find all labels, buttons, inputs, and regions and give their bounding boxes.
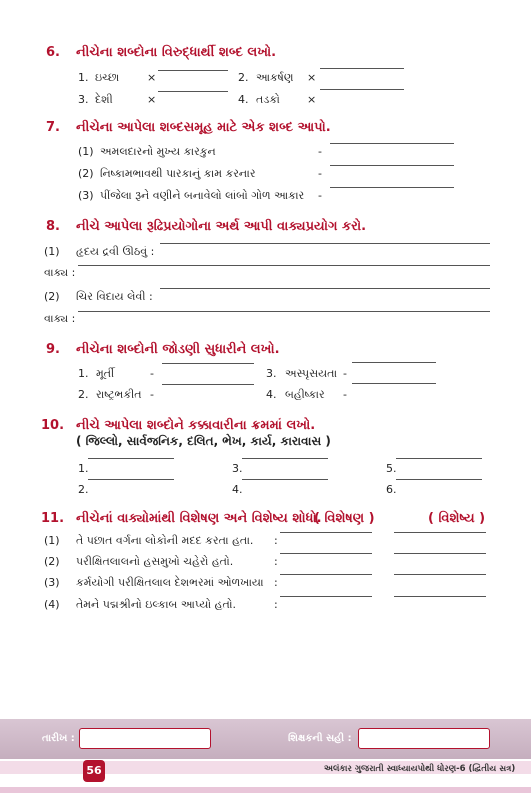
q6-item-word: તડકો (256, 93, 280, 106)
q7-dash: - (318, 167, 322, 180)
q8-item-text: ચિર વિદાય લેવી : (76, 290, 153, 303)
q7-item-num: (3) (78, 189, 94, 202)
q11-item-text: કર્મયોગી પરીક્ષિતલાલ દેશભરમાં ઓળખાયા (76, 576, 264, 589)
q11-number: 11. (41, 511, 65, 526)
q10-word-list: ( જિલ્લો, સાર્વજનિક, દલિત, ભેખ, કાર્ય, કારાવાસ ) (76, 434, 331, 448)
answer-line[interactable] (78, 311, 490, 312)
answer-line[interactable] (396, 458, 482, 459)
q10-slot-num: 5. (386, 462, 397, 475)
q11-column-visheshan: ( વિશેષણ ) (314, 511, 375, 526)
q6-cross: × (307, 71, 317, 84)
q7-item-text: નિષ્કામભાવથી પારકાનું કામ કરનાર (100, 167, 256, 180)
answer-line[interactable] (160, 288, 490, 289)
q8-vakya-label: વાક્ય : (44, 266, 76, 279)
q6-item-num: 4. (238, 93, 249, 106)
q9-dash: - (150, 388, 154, 401)
q6-title: નીચેના શબ્દોના વિરુદ્ધાર્થી શબ્દ લખો. (76, 45, 277, 60)
q10-slot-num: 4. (232, 483, 243, 496)
q10-slot-num: 1. (78, 462, 89, 475)
q8-item-num: (1) (44, 245, 60, 258)
answer-line[interactable] (330, 165, 454, 166)
q7-number: 7. (46, 120, 60, 135)
q8-number: 8. (46, 219, 60, 234)
answer-line[interactable] (162, 384, 254, 385)
q7-item-num: (2) (78, 167, 94, 180)
answer-line[interactable] (280, 596, 372, 597)
teacher-sign-field[interactable] (358, 728, 490, 749)
q7-item-text: પીંજેલા રૂને વણીને બનાવેલો લાંબો ગોળ આકાર (100, 189, 305, 202)
answer-line[interactable] (394, 532, 486, 533)
date-field[interactable] (79, 728, 211, 749)
q11-item-num: (2) (44, 555, 60, 568)
answer-line[interactable] (158, 91, 228, 92)
answer-line[interactable] (352, 383, 436, 384)
q6-item-num: 1. (78, 71, 89, 84)
q9-item-word: અસ્પૃસયતા (285, 367, 338, 380)
q6-cross: × (147, 93, 157, 106)
answer-line[interactable] (242, 479, 328, 480)
q9-title: નીચેના શબ્દોની જોડણી સુધારીને લખો. (76, 342, 280, 357)
q8-item-text: હૃદય દ્રવી ઊઠવું : (76, 245, 155, 258)
q6-number: 6. (46, 45, 60, 60)
answer-line[interactable] (320, 89, 404, 90)
answer-line[interactable] (330, 143, 454, 144)
answer-line[interactable] (396, 479, 482, 480)
q9-item-word: બહીષ્કાર (285, 388, 325, 401)
q11-item-text: તે પછાત વર્ગના લોકોની મદદ કરતા હતા. (76, 534, 254, 547)
q9-item-word: મૂર્તી (96, 367, 115, 380)
q6-item-num: 2. (238, 71, 249, 84)
date-label: તારીખ : (42, 733, 75, 744)
footer-bottom-line (0, 787, 531, 793)
q9-item-num: 3. (266, 367, 277, 380)
answer-line[interactable] (280, 553, 372, 554)
q9-dash: - (150, 367, 154, 380)
answer-line[interactable] (330, 187, 454, 188)
q9-item-num: 4. (266, 388, 277, 401)
q11-title: નીચેનાં વાક્યોમાંથી વિશેષણ અને વિશેષ્ય શોધો. (76, 511, 322, 526)
answer-line[interactable] (352, 362, 436, 363)
q10-number: 10. (41, 418, 65, 433)
answer-line[interactable] (394, 574, 486, 575)
q6-cross: × (147, 71, 157, 84)
q10-slot-num: 6. (386, 483, 397, 496)
q9-item-num: 2. (78, 388, 89, 401)
q11-column-visheshya: ( વિશેષ્ય ) (428, 511, 486, 526)
q11-item-text: પરીક્ષિતલાલનો હસમુખો ચહેરો હતો. (76, 555, 234, 568)
q9-dash: - (343, 367, 347, 380)
q9-item-word: રાષ્ટ્રભકીત (96, 388, 142, 401)
q9-item-num: 1. (78, 367, 89, 380)
q11-item-num: (3) (44, 576, 60, 589)
answer-line[interactable] (242, 458, 328, 459)
answer-line[interactable] (158, 70, 228, 71)
answer-line[interactable] (394, 553, 486, 554)
q11-item-num: (1) (44, 534, 60, 547)
q7-dash: - (318, 145, 322, 158)
q11-colon: : (274, 598, 278, 611)
answer-line[interactable] (320, 68, 404, 69)
q10-slot-num: 3. (232, 462, 243, 475)
answer-line[interactable] (88, 479, 174, 480)
q8-title: નીચે આપેલા રૂઢિપ્રયોગોના અર્થ આપી વાક્યપ્રયોગ કરો. (76, 219, 367, 234)
q8-item-num: (2) (44, 290, 60, 303)
book-title: અલંકાર ગુજરાતી સ્વાધ્યાયપોથી ધોરણ-6 (દ્વિતીય સત્ર) (324, 764, 516, 774)
page-number: 56 (83, 760, 105, 782)
answer-line[interactable] (160, 243, 490, 244)
q9-dash: - (343, 388, 347, 401)
answer-line[interactable] (394, 596, 486, 597)
q7-item-text: અમલદારનો મુખ્ય કારકુન (100, 145, 216, 158)
q11-colon: : (274, 534, 278, 547)
q7-item-num: (1) (78, 145, 94, 158)
q7-dash: - (318, 189, 322, 202)
q11-item-num: (4) (44, 598, 60, 611)
q6-item-word: ઇચ્છા (95, 71, 120, 84)
q6-item-word: દેશી (95, 93, 113, 106)
q6-item-num: 3. (78, 93, 89, 106)
q6-item-word: આકર્ષણ (256, 71, 294, 84)
answer-line[interactable] (280, 532, 372, 533)
q9-number: 9. (46, 342, 60, 357)
q10-slot-num: 2. (78, 483, 89, 496)
q7-title: નીચેના આપેલા શબ્દસમૂહ માટે એક શબ્દ આપો. (76, 120, 331, 135)
answer-line[interactable] (162, 363, 254, 364)
answer-line[interactable] (280, 574, 372, 575)
answer-line[interactable] (88, 458, 174, 459)
q11-colon: : (274, 576, 278, 589)
q11-item-text: તેમને પદ્મશ્રીનો ઇલ્કાબ આપ્યો હતો. (76, 598, 237, 611)
answer-line[interactable] (78, 265, 490, 266)
teacher-sign-label: શિક્ષકની સહી : (288, 733, 352, 744)
q10-title: નીચે આપેલા શબ્દોને કક્કાવારીના ક્રમમાં લખો. (76, 418, 316, 433)
q11-colon: : (274, 555, 278, 568)
q6-cross: × (307, 93, 317, 106)
q8-vakya-label: વાક્ય : (44, 312, 76, 325)
